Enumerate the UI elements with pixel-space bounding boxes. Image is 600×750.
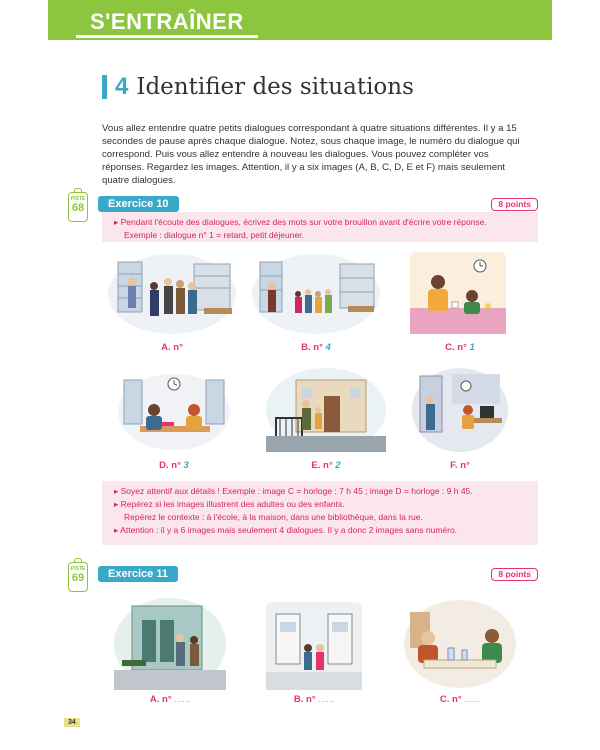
audio-track-icon [68,192,88,222]
caption-a: A. n° [161,342,183,353]
image-f [412,366,508,454]
tips-box [102,481,538,545]
caption-c: C. n° 1 [445,342,475,353]
section-banner [48,0,552,40]
image-d [118,372,230,452]
answer-e[interactable]: 2 [335,460,341,471]
tip-3: ▸ Attention : il y a 6 images mais seulement 4 dialogues. Il y a donc 2 images sans numéro. [114,525,458,535]
ex11-answer-c[interactable]: ...... [464,694,481,705]
ex11-image-a [114,596,226,692]
ex11-caption-b: B. n° ...... [293,694,335,705]
tip-2: ▸ Repérez si les images illustrent des adultes ou des enfants. [114,499,345,509]
instruction-box [102,212,538,242]
caption-e: E. n° 2 [311,460,341,471]
image-e [266,366,386,454]
tip-2b: Repérez le contexte : à l'école, à la maison, dans une bibliothèque, dans la rue. [124,512,423,522]
section-title: Identifier des situations [136,74,414,100]
exercise-title: Exercice 11 [98,566,178,582]
section-heading [102,72,414,102]
ex11-image-b [266,602,362,690]
track-number: 68 [71,202,85,214]
image-c [410,252,506,334]
instruction-line: ▸ Pendant l'écoute des dialogues, écrivez des mots sur votre brouillon avant d'écrire votre réponse. [114,217,487,227]
caption-f: F. n° [450,460,470,471]
points-badge: 8 points [491,568,538,581]
answer-c[interactable]: 1 [469,342,475,353]
heading-accent-bar [102,75,107,99]
ex11-caption-a: A. n° ...... [149,694,191,705]
points-badge: 8 points [491,198,538,211]
track-label: PISTE [70,566,86,572]
caption-d: D. n° 3 [159,460,189,471]
exercise-11-header [68,566,538,586]
tip-1: ▸ Soyez attentif aux détails ! Exemple : image C = horloge : 7 h 45 ; image D = horloge : 9 h 45. [114,486,473,496]
ex11-answer-b[interactable]: ...... [318,694,335,705]
page [48,0,552,750]
banner-title: S'ENTRAÎNER [76,6,258,38]
intro-paragraph: Vous allez entendre quatre petits dialogues correspondant à quatre situations différentes. Il y a 15 secondes de pause après chaque dialogue. Notez, sous chaque image, le numéro du dialogue qui correspond. Puis vous allez entendre à nouveau les dialogues. Vous pouvez compléter vos réponses. Regardez les images. Attention, il y a six images (A, B, C, D, E et F) mais seulement quatre dialogues. [102,123,520,186]
ex11-caption-c: C. n° ...... [439,694,481,705]
audio-track-icon [68,562,88,592]
track-label: PISTE [70,196,86,202]
answer-d[interactable]: 3 [183,460,189,471]
exercise-title: Exercice 10 [98,196,179,212]
image-b [252,252,380,334]
page-number: 34 [64,718,80,727]
answer-b[interactable]: 4 [325,342,331,353]
section-number: 4 [115,73,129,100]
ex11-answer-a[interactable]: ...... [174,694,191,705]
instruction-example: Exemple : dialogue n° 1 = retard, petit déjeuner. [124,230,304,240]
caption-b: B. n° 4 [301,342,331,353]
track-number: 69 [71,572,85,584]
image-a [108,252,236,334]
ex11-image-c [404,598,516,690]
